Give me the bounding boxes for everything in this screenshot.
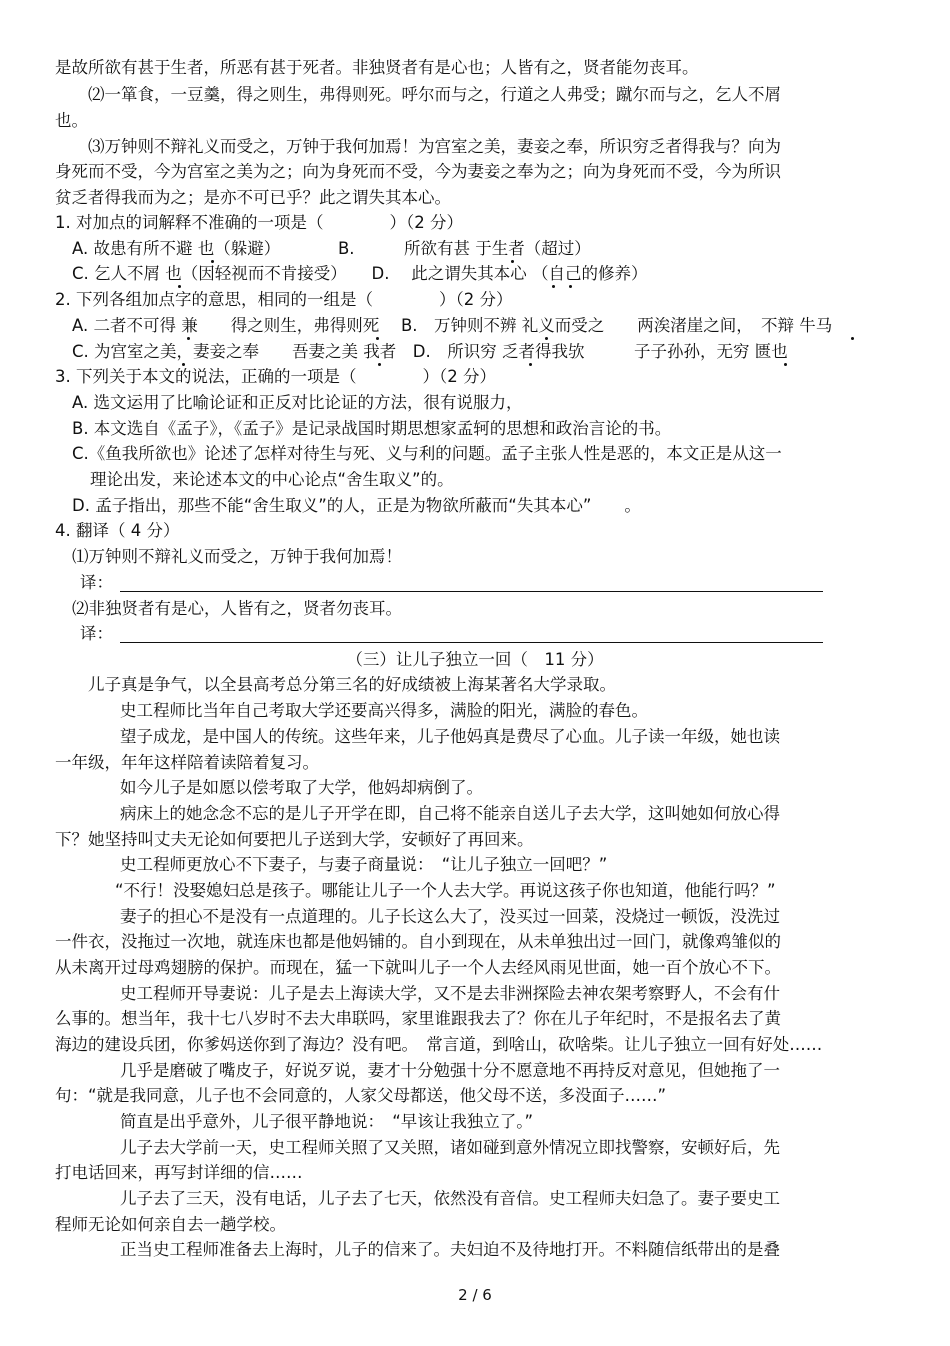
translation-label: 译： bbox=[80, 573, 113, 592]
answer-option: C. 为宫室之美，妻妾之奉 吾妻之美 我者 D. 所识穷 乏者得我欤 子子孙孙，无穷 匮也 bbox=[72, 342, 788, 361]
answer-option: A. 选文运用了比喻论证和正反对比论证的方法，很有说服力， bbox=[72, 393, 523, 412]
answer-option: C. 乞人不屑 也（因轻视而不肯接受） D. 此之谓失其本心 （自己的修养） bbox=[72, 264, 648, 283]
emphasis-dot bbox=[784, 363, 787, 366]
answer-option: D. 孟子指出，那些不能“舍生取义”的人，正是为物欲所蔽而“失其本心” 。 bbox=[72, 496, 641, 515]
answer-option: 理论出发，来论述本文的中心论点“舍生取义”的。 bbox=[90, 470, 454, 489]
emphasis-dot bbox=[182, 363, 185, 366]
answer-option: B. 本文选自《孟子》，《孟子》是记录战国时期思想家孟轲的思想和政治言论的书。 bbox=[72, 419, 672, 438]
text-line: 妻子的担心不是没有一点道理的。儿子长这么大了，没买过一回菜，没烧过一顿饭，没洗过 bbox=[120, 907, 780, 926]
text-line: 如今儿子是如愿以偿考取了大学，他妈却病倒了。 bbox=[120, 778, 483, 797]
text-line: 史工程师比当年自己考取大学还要高兴得多，满脸的阳光，满脸的春色。 bbox=[120, 701, 648, 720]
translation-prompt: ⑵非独贤者有是心，人皆有之，贤者勿丧耳。 bbox=[72, 599, 402, 618]
text-line: ⑶万钟则不辩礼义而受之，万钟于我何加焉！为宫室之美，妻妾之奉，所识穷乏者得我与？向为 bbox=[88, 137, 781, 156]
page-number: 2 / 6 bbox=[458, 1286, 492, 1304]
text-line: 打电话回来，再写封详细的信…… bbox=[55, 1163, 303, 1182]
text-line: 望子成龙，是中国人的传统。这些年来，儿子他妈真是费尽了心血。儿子读一年级，她也读 bbox=[120, 727, 780, 746]
text-line: 程师无论如何亲自去一趟学校。 bbox=[55, 1215, 286, 1234]
text-line: 是故所欲有甚于生者，所恶有甚于死者。非独贤者有是心也；人皆有之，贤者能勿丧耳。 bbox=[55, 58, 699, 77]
text-line: 句：“就是我同意，儿子也不会同意的，人家父母都送，他父母不送，多没面子……” bbox=[55, 1086, 667, 1105]
emphasis-dot bbox=[511, 260, 514, 263]
translation-label: 译： bbox=[80, 624, 113, 643]
answer-option: C.《鱼我所欲也》论述了怎样对待生与死、义与利的问题。孟子主张人性是恶的，本文正是从这一 bbox=[72, 444, 782, 463]
translation-prompt: ⑴万钟则不辩礼义而受之，万钟于我何加焉！ bbox=[72, 547, 402, 566]
emphasis-dot bbox=[187, 337, 190, 340]
text-line: 也。 bbox=[55, 111, 88, 130]
answer-line[interactable] bbox=[120, 591, 823, 592]
emphasis-dot bbox=[529, 363, 532, 366]
answer-option: A. 二者不可得 兼 得之则生，弗得则死 B. 万钟则不辨 礼义而受之 两涘渚崖之间， 不辩 牛马 bbox=[72, 316, 833, 335]
text-line: ⑵一箪食，一豆羹，得之则生，弗得则死。呼尔而与之，行道之人弗受；蹴尔而与之，乞人不屑 bbox=[88, 85, 781, 104]
text-line: 病床上的她念念不忘的是儿子开学在即，自己将不能亲自送儿子去大学，这叫她如何放心得 bbox=[120, 804, 780, 823]
text-line: “不行！没娶媳妇总是孩子。哪能让儿子一个人去大学。再说这孩子你也知道，他能行吗？” bbox=[115, 881, 776, 900]
text-line: 简直是出乎意外，儿子很平静地说： “早该让我独立了。” bbox=[120, 1112, 534, 1131]
text-line: 正当史工程师准备去上海时，儿子的信来了。夫妇迫不及待地打开。不料随信纸带出的是叠 bbox=[120, 1240, 780, 1259]
text-line: 儿子去了三天，没有电话，儿子去了七天，依然没有音信。史工程师夫妇急了。妻子要史工 bbox=[120, 1189, 780, 1208]
text-line: 从未离开过母鸡翅膀的保护。而现在，猛一下就叫儿子一个人去经风雨见世面，她一百个放心不下。 bbox=[55, 958, 781, 977]
text-line: 几乎是磨破了嘴皮子，好说歹说，妻才十分勉强十分不愿意地不再持反对意见，但她拖了一 bbox=[120, 1061, 780, 1080]
text-line: 儿子去大学前一天，史工程师关照了又关照，诸如碰到意外情况立即找警察，安顿好后，先 bbox=[120, 1138, 780, 1157]
question-title: 1. 对加点的词解释不准确的一项是（ ）（2 分） bbox=[55, 213, 463, 232]
question-title: 3. 下列关于本文的说法，正确的一项是（ ）（2 分） bbox=[55, 367, 496, 386]
emphasis-dot bbox=[851, 337, 854, 340]
question-title: 2. 下列各组加点字的意思，相同的一组是（ ）（2 分） bbox=[55, 290, 513, 309]
answer-option: A. 故患有所不避 也（躲避） B. 所欲有甚 于生者（超过） bbox=[72, 239, 591, 258]
section-title: （三）让儿子独立一回（ 11 分） bbox=[346, 650, 604, 669]
text-line: 一年级，年年这样陪着读陪着复习。 bbox=[55, 753, 319, 772]
text-line: 史工程师开导妻说：儿子是去上海读大学，又不是去非洲探险去神农架考察野人，不会有什 bbox=[120, 984, 780, 1003]
text-line: 儿子真是争气，以全县高考总分第三名的好成绩被上海某著名大学录取。 bbox=[88, 675, 616, 694]
question-title: 4. 翻译（ 4 分） bbox=[55, 521, 180, 540]
emphasis-dot bbox=[545, 337, 548, 340]
emphasis-dot bbox=[376, 337, 379, 340]
emphasis-dot bbox=[378, 363, 381, 366]
text-line: 一件衣，没拖过一次地，就连床也都是他妈铺的。自小到现在，从未单独出过一回门，就像鸡雏似的 bbox=[55, 932, 781, 951]
text-line: 下？她坚持叫丈夫无论如何要把儿子送到大学，安顿好了再回来。 bbox=[55, 830, 534, 849]
text-line: 贫乏者得我而为之；是亦不可已乎？此之谓失其本心。 bbox=[55, 188, 451, 207]
text-line: 身死而不受，今为宫室之美为之；向为身死而不受，今为妻妾之奉为之；向为身死而不受，今为所识 bbox=[55, 162, 781, 181]
text-line: 海边的建设兵团，你爹妈送你到了海边？没有吧。 常言道，到啥山，砍啥柴。让儿子独立一回有好处…… bbox=[55, 1035, 823, 1054]
emphasis-dot bbox=[178, 285, 181, 288]
emphasis-dot bbox=[569, 285, 572, 288]
emphasis-dot bbox=[552, 285, 555, 288]
text-line: 史工程师更放心不下妻子，与妻子商量说： “让儿子独立一回吧？” bbox=[120, 855, 608, 874]
answer-line[interactable] bbox=[120, 642, 823, 643]
text-line: 么事的。想当年，我十七八岁时不去大串联吗，家里谁跟我去了？你在儿子年纪时，不是报名去了黄 bbox=[55, 1009, 781, 1028]
emphasis-dot bbox=[211, 260, 214, 263]
